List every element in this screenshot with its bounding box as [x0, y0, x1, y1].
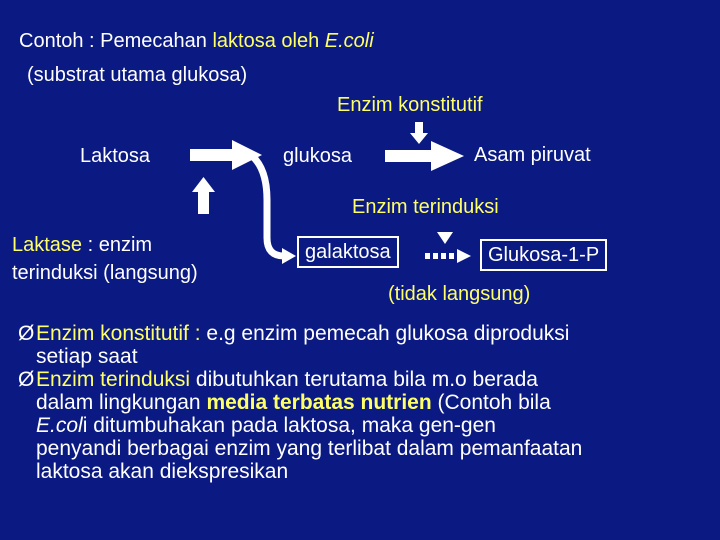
title-species: E.coli [324, 30, 374, 52]
bullet-arrow-icon: Ø [18, 322, 35, 345]
bullet2-line2b: (Contoh bila [431, 391, 551, 414]
slide-subtitle: (substrat utama glukosa) [27, 64, 248, 86]
bullet2-emphasis: media terbatas nutrien [206, 391, 432, 414]
arrow-enzim-konstitutif-icon [410, 122, 428, 144]
laktase-rest: : enzim [82, 234, 153, 256]
bullet2-text: dibutuhkan terutama bila m.o berada [190, 368, 538, 391]
bullet2-line5: laktosa akan diekspresikan [36, 460, 289, 483]
bullet1-line2: setiap saat [36, 345, 138, 368]
bullet1-text: e.g enzim pemecah glukosa diproduksi [206, 322, 570, 345]
bullet2-species: E.col [36, 414, 83, 437]
title-prefix: Contoh : Pemecahan [19, 30, 213, 52]
bullet2-line2a: dalam lingkungan [36, 391, 207, 414]
arrow-curve-to-galaktosa-icon [251, 155, 296, 264]
bullet-item-terinduksi [18, 368, 708, 483]
label-asam-piruvat: Asam piruvat [474, 144, 591, 166]
bullet2-line4: penyandi berbagai enzim yang terlibat dalam pemanfaatan [36, 437, 583, 460]
bullet-list [18, 322, 708, 483]
label-tidak-langsung: (tidak langsung) [388, 283, 531, 305]
bullet1-colon: : [188, 322, 207, 345]
box-galaktosa: galaktosa [297, 236, 399, 268]
label-laktosa: Laktosa [80, 145, 151, 167]
bullet1-term: Enzim konstitutif [36, 322, 189, 345]
label-enzim-terinduksi: Enzim terinduksi [352, 196, 499, 218]
arrow-laktase-up-icon [192, 177, 215, 214]
label-laktase-line2: terinduksi (langsung) [12, 262, 198, 284]
label-enzim-konstitutif: Enzim konstitutif [337, 94, 483, 116]
title-highlight: laktosa oleh [212, 30, 325, 52]
box-glukosa-1-p: Glukosa-1-P [480, 239, 607, 271]
bullet2-line3: i ditumbuhakan pada laktosa, maka gen-gen [82, 414, 496, 437]
label-glukosa: glukosa [283, 145, 352, 167]
laktase-term: Laktase [12, 234, 83, 256]
arrow-enzim-terinduksi-icon [437, 232, 453, 244]
bullet2-term: Enzim terinduksi [36, 368, 191, 391]
arrow-glukosa-to-piruvat-icon [385, 141, 464, 171]
bullet-item-konstitutif [18, 322, 708, 368]
bullet-arrow-icon: Ø [18, 368, 35, 391]
arrow-dashed-galaktosa-to-g1p-icon [425, 249, 471, 263]
